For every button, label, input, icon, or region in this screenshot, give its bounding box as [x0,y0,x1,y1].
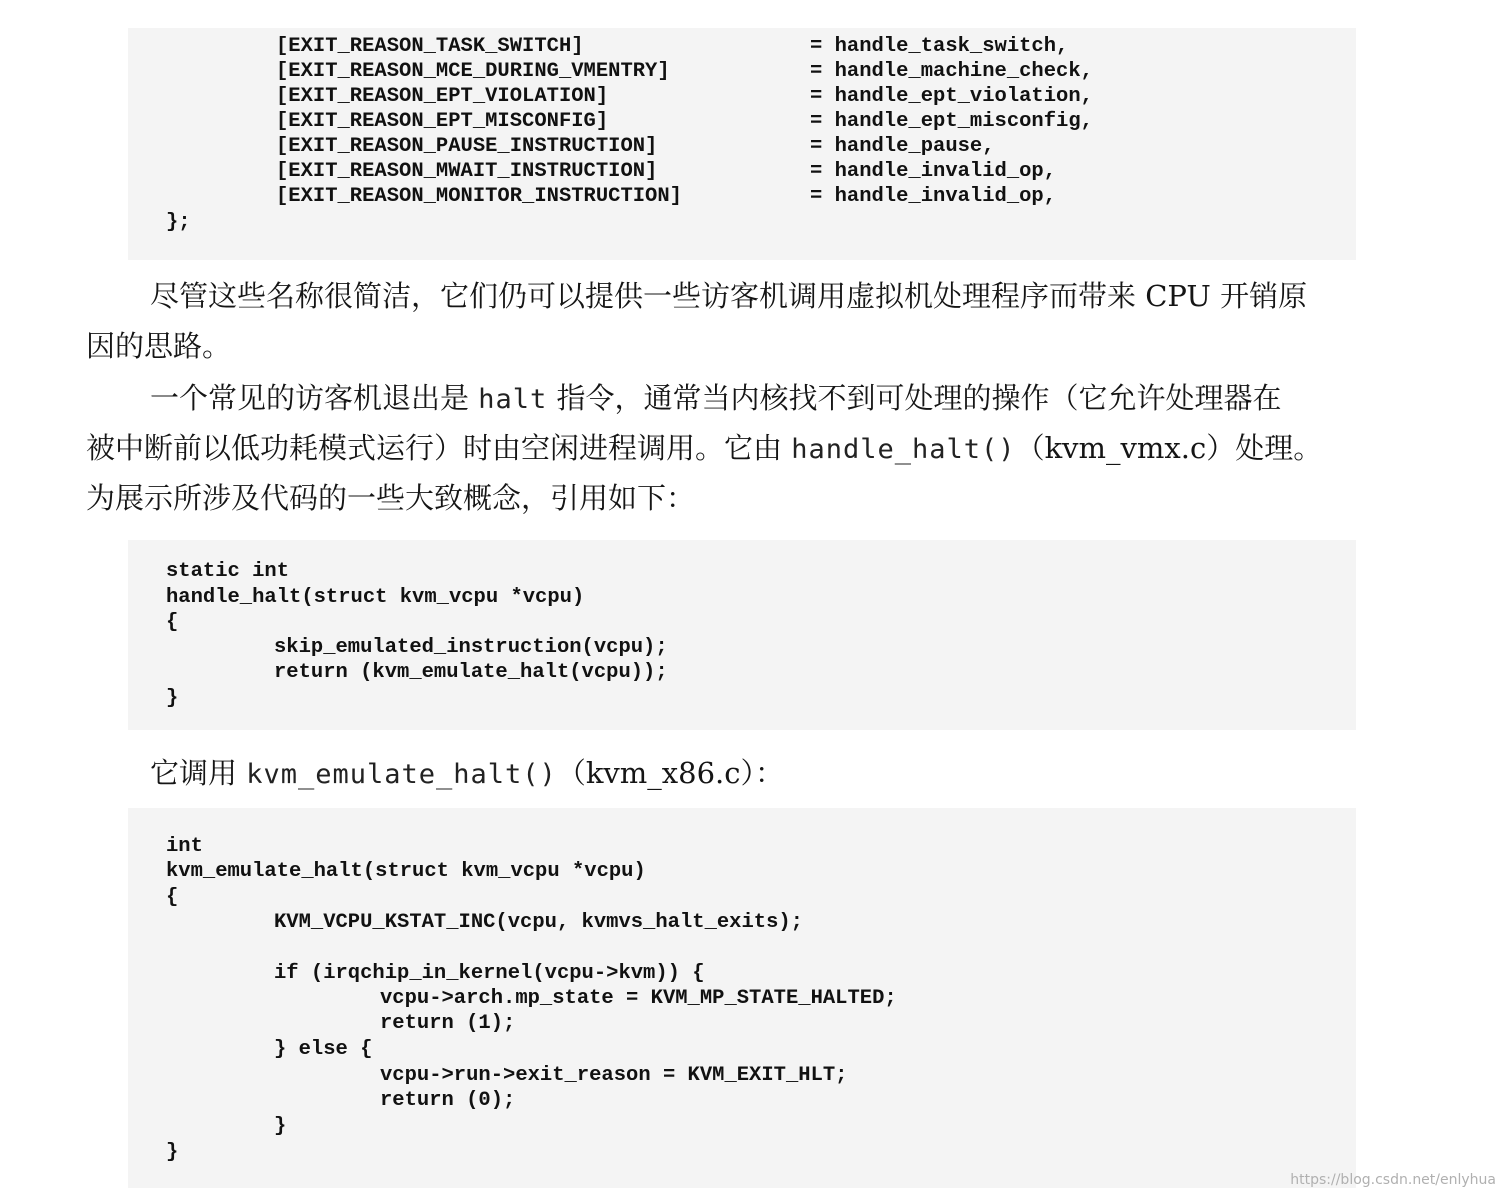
paragraph-line: 为展示所涉及代码的一些大致概念，引用如下： [86,481,696,515]
code-line: = handle_invalid_op, [810,160,1057,183]
paragraph-text: 一个常见的访客机退出是 [150,381,479,415]
code-line: return (kvm_emulate_halt(vcpu)); [274,661,668,684]
code-line: }; [166,211,191,234]
code-line: vcpu->arch.mp_state = KVM_MP_STATE_HALTED; [380,987,897,1010]
code-line: int [166,835,203,858]
code-line: = handle_ept_misconfig, [810,110,1093,133]
code-line: skip_emulated_instruction(vcpu); [274,636,668,659]
code-line: vcpu->run->exit_reason = KVM_EXIT_HLT; [380,1064,848,1087]
code-line: = handle_pause, [810,135,995,158]
code-line: [EXIT_REASON_TASK_SWITCH] [276,35,584,58]
paragraph-line: 因的思路。 [86,329,232,363]
code-line: kvm_emulate_halt(struct kvm_vcpu *vcpu) [166,860,646,883]
code-line: return (0); [380,1089,516,1112]
code-line: KVM_VCPU_KSTAT_INC(vcpu, kvmvs_halt_exits); [274,911,803,934]
code-line: } [166,687,179,710]
code-line: = handle_invalid_op, [810,185,1057,208]
code-line: { [166,886,179,909]
paragraph-text: 被中断前以低功耗模式运行）时由空闲进程调用。它由 [86,431,792,465]
code-line: handle_halt(struct kvm_vcpu *vcpu) [166,586,585,609]
code-line: [EXIT_REASON_EPT_MISCONFIG] [276,110,609,133]
code-line: if (irqchip_in_kernel(vcpu->kvm)) { [274,962,705,985]
code-line: static int [166,560,290,583]
paragraph-text: （kvm_x86.c）： [556,756,784,790]
code-line: [EXIT_REASON_MONITOR_INSTRUCTION] [276,185,682,208]
code-line: } else { [274,1038,373,1061]
paragraph-line [86,430,1322,468]
code-line: [EXIT_REASON_MCE_DURING_VMENTRY] [276,60,670,83]
inline-code: kvm_emulate_halt() [246,759,557,790]
inline-code: handle_halt() [791,434,1016,465]
code-line: = handle_task_switch, [810,35,1069,58]
inline-code: halt [478,384,548,415]
code-line: [EXIT_REASON_EPT_VIOLATION] [276,85,609,108]
code-line: [EXIT_REASON_PAUSE_INSTRUCTION] [276,135,658,158]
paragraph-line: 尽管这些名称很简洁，它们仍可以提供一些访客机调用虚拟机处理程序而带来 CPU 开销原 [150,279,1308,313]
code-line: [EXIT_REASON_MWAIT_INSTRUCTION] [276,160,658,183]
paragraph-text: （kvm_vmx.c）处理。 [1015,431,1323,465]
code-line: { [166,611,179,634]
paragraph-line [150,380,1281,418]
code-line: = handle_ept_violation, [810,85,1093,108]
code-line: } [274,1115,287,1138]
paragraph-text: 指令，通常当内核找不到可处理的操作（它允许处理器在 [547,381,1282,415]
code-line: return (1); [380,1012,516,1035]
code-line: } [166,1141,179,1164]
paragraph-line [150,755,784,793]
paragraph-text: 它调用 [150,756,247,790]
watermark: https://blog.csdn.net/enlyhua [1290,1172,1496,1188]
code-line: = handle_machine_check, [810,60,1093,83]
